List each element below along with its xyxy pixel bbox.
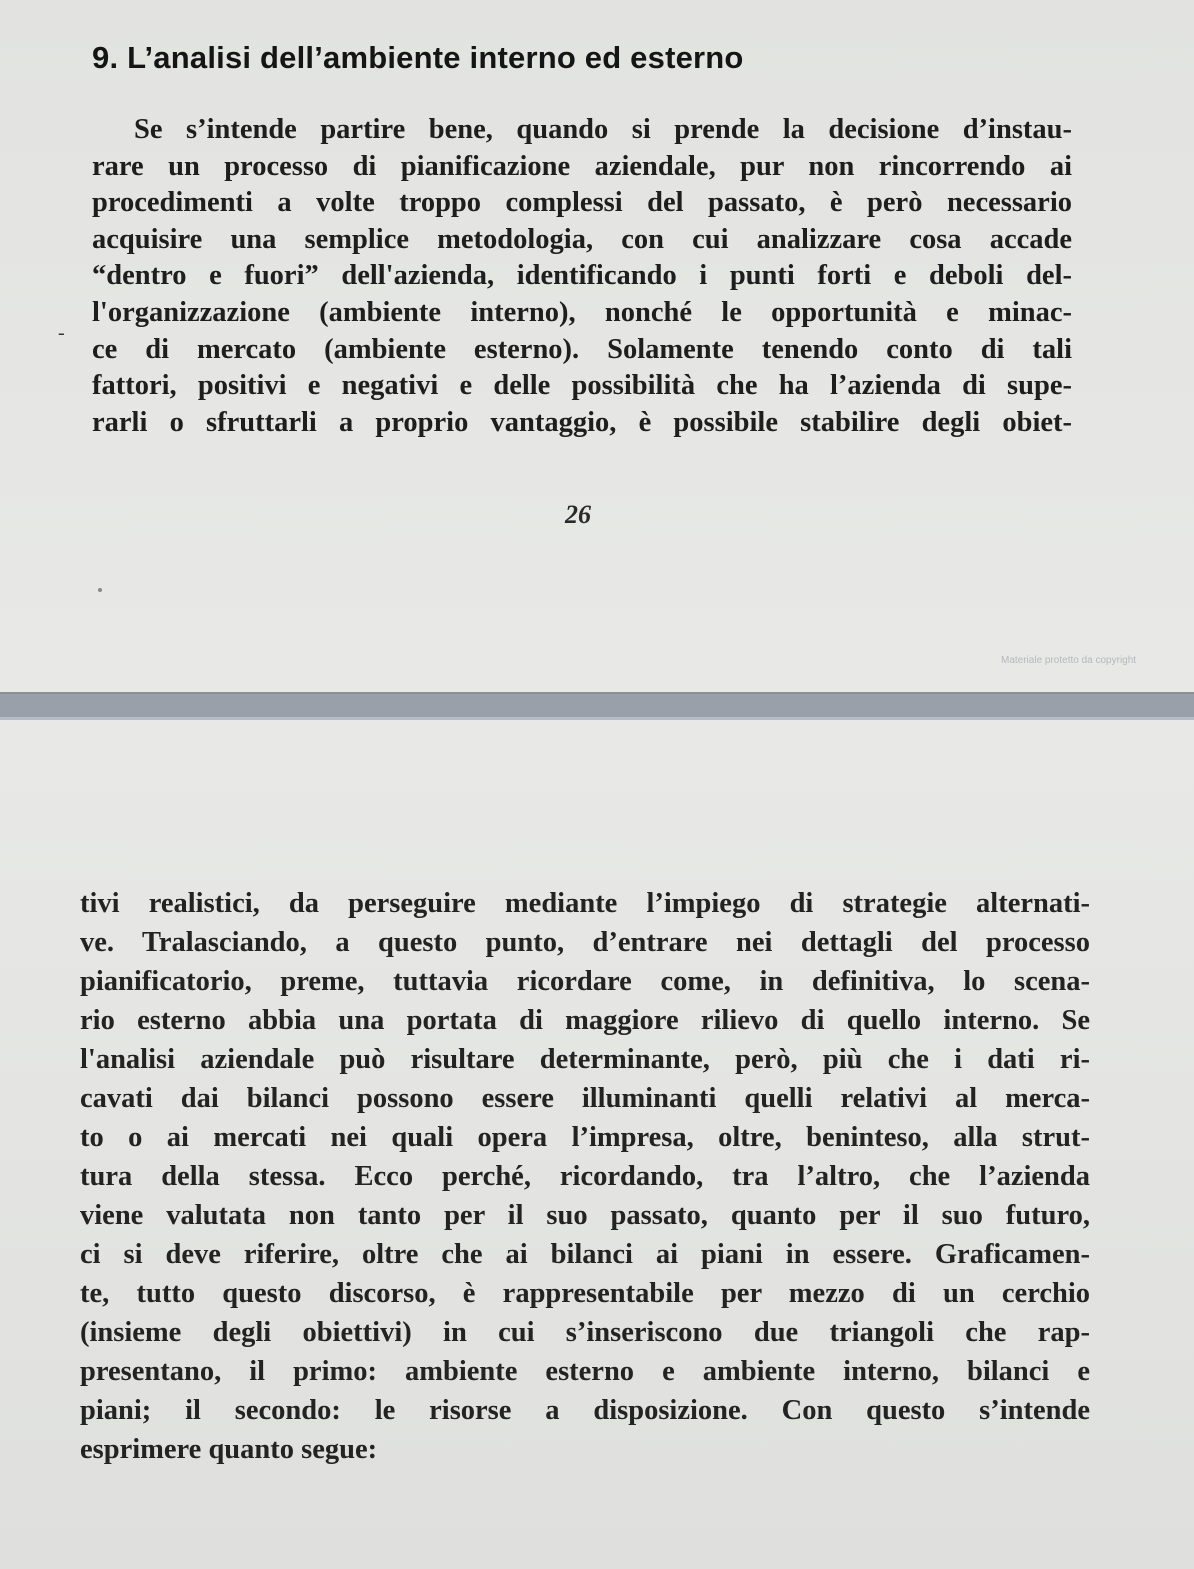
scan-speck: [98, 588, 102, 592]
text-line: to o ai mercati nei quali opera l’impresa, oltre, beninteso, alla strut-: [80, 1122, 1090, 1153]
text-line: viene valutata non tanto per il suo passato, quanto per il suo futuro,: [80, 1200, 1090, 1231]
margin-mark: -: [58, 322, 65, 344]
text-line: rare un processo di pianificazione aziendale, pur non rincorrendo ai: [92, 150, 1072, 182]
text-line: tura della stessa. Ecco perché, ricordando, tra l’altro, che l’azienda: [80, 1161, 1090, 1192]
top-paragraph: [92, 112, 1072, 441]
text-line: l'analisi aziendale può risultare determinante, però, più che i dati ri-: [80, 1044, 1090, 1075]
text-line: esprimere quanto segue:: [80, 1434, 378, 1465]
text-line: te, tutto questo discorso, è rappresentabile per mezzo di un cerchio: [80, 1278, 1090, 1309]
page-number: 26: [565, 500, 591, 529]
text-line: ci si deve riferire, oltre che ai bilanci ai piani in essere. Graficamen-: [80, 1239, 1090, 1270]
page-separator: [0, 692, 1194, 720]
text-line: cavati dai bilanci possono essere illuminanti quelli relativi al merca-: [80, 1083, 1090, 1114]
text-line: ve. Tralasciando, a questo punto, d’entrare nei dettagli del processo: [80, 927, 1090, 958]
text-line: procedimenti a volte troppo complessi del passato, è però necessario: [92, 187, 1072, 219]
text-line: piani; il secondo: le risorse a disposizione. Con questo s’intende: [80, 1395, 1090, 1426]
text-line: fattori, positivi e negativi e delle possibilità che ha l’azienda di supe-: [92, 370, 1072, 402]
text-line: (insieme degli obiettivi) in cui s’inseriscono due triangoli che rap-: [80, 1317, 1090, 1348]
text-line: rarli o sfruttarli a proprio vantaggio, è possibile stabilire degli obiet-: [92, 406, 1072, 438]
section-heading: 9. L’analisi dell’ambiente interno ed esterno: [92, 40, 744, 75]
text-line: acquisire una semplice metodologia, con cui analizzare cosa accade: [92, 223, 1072, 255]
bottom-paragraph: [80, 884, 1090, 1469]
text-line: Se s’intende partire bene, quando si prende la decisione d’instau-: [134, 114, 1072, 145]
text-line: “dentro e fuori” dell'azienda, identificando i punti forti e deboli del-: [92, 260, 1072, 292]
text-line: presentano, il primo: ambiente esterno e ambiente interno, bilanci e: [80, 1356, 1090, 1387]
copyright-watermark: Materiale protetto da copyright: [1001, 655, 1137, 666]
text-line: tivi realistici, da perseguire mediante l’impiego di strategie alternati-: [80, 888, 1090, 919]
text-line: rio esterno abbia una portata di maggiore rilievo di quello interno. Se: [80, 1005, 1090, 1036]
text-line: ce di mercato (ambiente esterno). Solamente tenendo conto di tali: [92, 333, 1072, 365]
text-line: pianificatorio, preme, tuttavia ricordare come, in definitiva, lo scena-: [80, 966, 1090, 997]
text-line: l'organizzazione (ambiente interno), nonché le opportunità e minac-: [92, 296, 1072, 328]
